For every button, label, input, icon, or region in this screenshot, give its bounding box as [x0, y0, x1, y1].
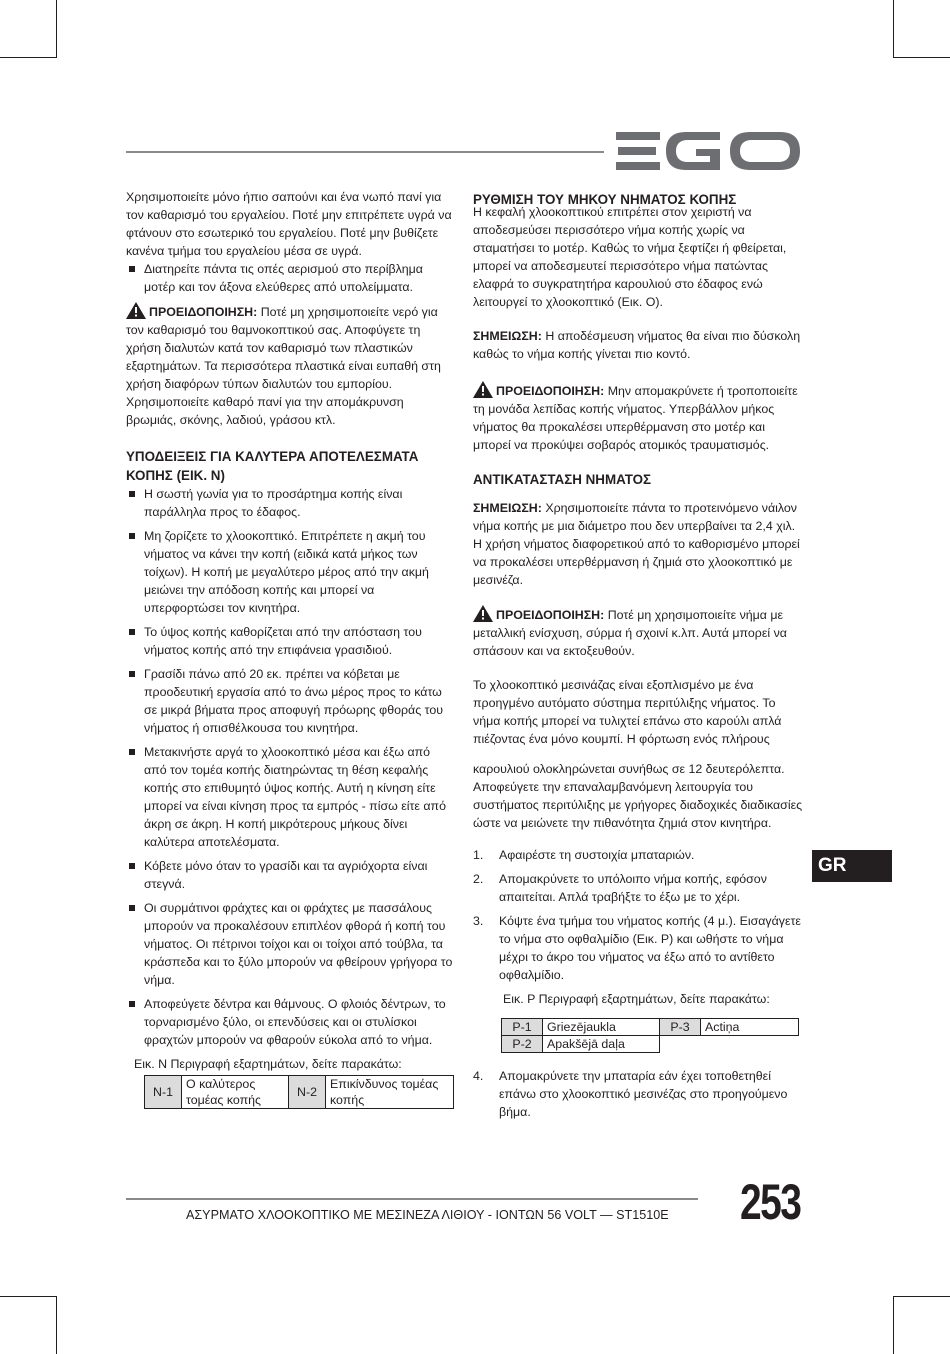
- warning-label: ΠΡΟΕΙΔΟΠΟΙΗΣΗ:: [496, 608, 605, 622]
- section-heading: ΡΥΘΜΙΣΗ ΤΟΥ ΜΗΚΟΥ ΝΗΜΑΤΟΣ ΚΟΠΗΣ: [473, 192, 737, 207]
- warning-text: Ποτέ μη χρησιμοποιείτε νερό για τον καθαρισμό του θαμνοκοπτικού σας. Αποφύγετε τη χρήση διαλυτών κατά τον καθαρισμό των πλαστικών εξαρτημάτων. Τα περισσότερα πλαστικά είναι ευπαθή στη χρήση διαφόρων τύπων διαλυτών του εμπορίου. Χρησιμοποιείτε καθαρό πανί για την απομάκρυνση βρωμιάς, σκόνης, λαδιού, γράσου κτλ.: [126, 305, 441, 427]
- crop-mark: [56, 0, 57, 58]
- figure-caption: Εικ. N Περιγραφή εξαρτημάτων, δείτε παρακάτω:: [134, 1057, 402, 1071]
- part-desc: Apakšējā daļa: [543, 1036, 660, 1053]
- list-item: 3. Κόψτε ένα τμήμα του νήματος κοπής (4 μ.). Εισαγάγετε το νήμα στο οφθαλμίδιο (Εικ. P) και ωθήστε το νήμα μέχρι το άκρο του νήματος να έξω από το αντίθετο οφθαλμίδιο.: [473, 914, 801, 982]
- tips-list: [126, 485, 454, 1049]
- language-tab: GR: [812, 850, 892, 882]
- warning-label: ΠΡΟΕΙΔΟΠΟΙΗΣΗ:: [149, 305, 258, 319]
- note-block: [473, 327, 803, 363]
- crop-mark: [893, 57, 950, 58]
- left-column: [126, 188, 454, 1109]
- warning-icon: [126, 302, 146, 319]
- page-number: 253: [740, 1174, 801, 1230]
- list-item: Οι συρμάτινοι φράχτες και οι φράχτες με πασσάλους μπορούν να προκαλέσουν επιπλέον φθορά ή κοπή του νήματος. Οι πέτρινοι τοίχοι και οι τοίχοι από τούβλα, τα κράσπεδα και το ξύλο μπορούν να φθείρουν γρήγορα το νήμα.: [126, 899, 454, 989]
- part-desc: Griezējaukla: [543, 1019, 660, 1036]
- crop-mark: [0, 1296, 56, 1297]
- part-code: P-1: [502, 1019, 543, 1036]
- footer-title: ΑΣΥΡΜΑΤΟ ΧΛΟΟΚΟΠΤΙΚΟ ΜΕ ΜΕΣΙΝΕΖΑ ΛΙΘΙΟΥ - ΙΟΝΤΩΝ 56 VOLT — ST1510E: [186, 1208, 669, 1222]
- crop-mark: [0, 57, 56, 58]
- warning-block: [473, 605, 803, 660]
- note-text: Χρησιμοποιείτε πάντα το προτεινόμενο νάιλον νήμα κοπής με μια διάμετρο που δεν υπερβαίνει τα 2,4 χιλ. Η χρήση νήματος διαφορετικού από το καθορισμένο μπορεί να προκαλέσει υπερθέρμανση ή ζημιά στο χλοοκοπτικό με μεσινέζα.: [473, 501, 800, 587]
- right-column: [473, 190, 803, 1127]
- parts-table-p: [501, 1018, 799, 1053]
- warning-block: [126, 302, 454, 429]
- warning-label: ΠΡΟΕΙΔΟΠΟΙΗΣΗ:: [496, 384, 605, 398]
- note-block: [473, 499, 803, 589]
- empty-cell: [701, 1036, 799, 1053]
- part-desc: Επικίνδυνος τομέας κοπής: [326, 1076, 454, 1109]
- part-code: P-2: [502, 1036, 543, 1053]
- cleaning-bullets: [126, 260, 454, 296]
- crop-mark: [893, 0, 894, 58]
- list-item: Κόβετε μόνο όταν το γρασίδι και τα αγριόχορτα είναι στεγνά.: [126, 857, 454, 893]
- note-label: ΣΗΜΕΙΩΣΗ:: [473, 501, 542, 515]
- list-item: Το ύψος κοπής καθορίζεται από την απόσταση του νήματος κοπής από την επιφάνεια γρασιδιού.: [126, 623, 454, 659]
- part-code: P-3: [660, 1019, 701, 1036]
- paragraph: Η κεφαλή χλοοκοπτικού επιτρέπει στον χειριστή να αποδεσμεύσει περισσότερο νήμα κοπής χωρίς να σταματήσει το μοτέρ. Καθώς το νήμα ξεφτίζει ή φθείρεται, μπορεί να αποδεσμευτεί περισσότερο νήμα πατώντας ελαφρά το συγκρατητήρα καρουλιού στο έδαφος ενώ λειτουργεί το χλοοκοπτικό (Εικ. O).: [473, 205, 787, 309]
- figure-caption: Εικ. P Περιγραφή εξαρτημάτων, δείτε παρακάτω:: [503, 992, 770, 1006]
- note-text: Η αποδέσμευση νήματος θα είναι πιο δύσκολη καθώς το νήμα κοπής γίνεται πιο κοντό.: [473, 329, 801, 361]
- footer-rule: [126, 1198, 698, 1200]
- section-heading: ΥΠΟΔΕΙΞΕΙΣ ΓΙΑ ΚΑΛΥΤΕΡΑ ΑΠΟΤΕΛΕΣΜΑΤΑ ΚΟΠΗΣ (ΕΙΚ. N): [126, 449, 419, 483]
- warning-text: Ποτέ μη χρησιμοποιείτε νήμα με μεταλλική ενίσχυση, σύρμα ή σχοινί κ.λπ. Αυτά μπορεί να σπάσουν και να εκτοξευθούν.: [473, 608, 787, 658]
- list-item: Διατηρείτε πάντα τις οπές αερισμού στο περίβλημα μοτέρ και τον άξονα ελεύθερες από υπολείμματα.: [126, 260, 454, 296]
- empty-cell: [660, 1036, 701, 1053]
- crop-mark: [893, 1296, 950, 1297]
- warning-icon: [473, 381, 493, 398]
- crop-mark: [893, 1296, 894, 1354]
- part-code: N-1: [145, 1076, 182, 1109]
- header-rule: [126, 151, 604, 153]
- parts-table-n: [144, 1075, 454, 1109]
- crop-mark: [56, 1296, 57, 1354]
- warning-text: Μην απομακρύνετε ή τροποποιείτε τη μονάδα λεπίδας κοπής νήματος. Υπερβάλλον μήκος νήματος θα προκαλέσει υπερθέρμανση στο μοτέρ και μπορεί να προκύψει σοβαρός ατομικός τραυματισμός.: [473, 384, 798, 452]
- steps-list: [473, 1067, 803, 1121]
- paragraph: καρουλιού ολοκληρώνεται συνήθως σε 12 δευτερόλεπτα. Αποφεύγετε την επαναλαμβανόμενη λειτουργία του συστήματος περιτύλιξης με γρήγορες διαδοχικές διαδικασίες ώστε να μειώνετε την πιθανότητα ζημιά στον κινητήρα.: [473, 762, 803, 830]
- ego-logo: [616, 130, 800, 172]
- list-item: Η σωστή γωνία για το προσάρτημα κοπής είναι παράλληλα προς το έδαφος.: [126, 485, 454, 521]
- paragraph: Το χλοοκοπτικό μεσινάζας είναι εξοπλισμένο με ένα προηγμένο αυτόματο σύστημα περιτύλιξης νήματος. Το νήμα κοπής μπορεί να τυλιχτεί επάνω στο καρούλι απλά πιέζοντας ένα μόνο κουμπί. Η φόρτωση ενός πλήρους: [473, 678, 782, 746]
- list-item: Μετακινήστε αργά το χλοοκοπτικό μέσα και έξω από από τον τομέα κοπής διατηρώντας τη θέση κεφαλής κοπής στο επιθυμητό ύψος κοπής. Αυτή η κίνηση είτε μπορεί να είναι κίνηση προς τα εμπρός - πίσω είτε από άκρη σε άκρη. Η κοπή μικρότερους μήκους δίνει καλύτερα αποτελέσματα.: [126, 743, 454, 851]
- list-item: 4. Απομακρύνετε την μπαταρία εάν έχει τοποθετηθεί επάνω στο χλοοκοπτικό μεσινέζας στο προηγούμενο βήμα.: [473, 1069, 788, 1119]
- warning-icon: [473, 605, 493, 622]
- section-heading: ΑΝΤΙΚΑΤΑΣΤΑΣΗ ΝΗΜΑΤΟΣ: [473, 472, 652, 487]
- list-item: 1. Αφαιρέστε τη συστοιχία μπαταριών.: [473, 848, 695, 862]
- list-item: 2. Απομακρύνετε το υπόλοιπο νήμα κοπής, εφόσον απαιτείται. Απλά τραβήξτε το έξω με το χέρι.: [473, 872, 767, 904]
- list-item: Μη ζορίζετε το χλοοκοπτικό. Επιτρέπετε η ακμή του νήματος να κάνει την κοπή (ειδικά κατά μήκος των τοίχων). Η κοπή με μεγαλύτερο μέρος από την ακμή μειώνει την απόδοση κοπής και μπορεί να υπερφορτώσει τον κινητήρα.: [126, 527, 454, 617]
- list-item: Γρασίδι πάνω από 20 εκ. πρέπει να κόβεται με προοδευτική εργασία από το άνω μέρος προς το κάτω σε μικρά βήματα προς αποφυγή πρόωρης φθοράς του νήματος ή οπισθέλκουσα του κινητήρα.: [126, 665, 454, 737]
- note-label: ΣΗΜΕΙΩΣΗ:: [473, 329, 542, 343]
- part-desc: Ο καλύτερος τομέας κοπής: [182, 1076, 289, 1109]
- part-desc: Actiņa: [701, 1019, 799, 1036]
- part-code: N-2: [289, 1076, 326, 1109]
- cleaning-intro: Χρησιμοποιείτε μόνο ήπιο σαπούνι και ένα νωπό πανί για τον καθαρισμό του εργαλείου. Ποτέ μην επιτρέπετε υγρά να φτάνουν στο εσωτερικό του εργαλείου. Ποτέ μην βυθίζετε κανένα τμήμα του εργαλείου μέσα σε υγρά.: [126, 190, 452, 258]
- steps-list: [473, 846, 803, 984]
- list-item: Αποφεύγετε δέντρα και θάμνους. Ο φλοιός δέντρων, το τορναρισμένο ξύλο, οι επενδύσεις και οι στυλίσκοι φραχτών μπορούν να φθαρούν εύκολα από το νήμα.: [126, 995, 454, 1049]
- warning-block: [473, 381, 803, 454]
